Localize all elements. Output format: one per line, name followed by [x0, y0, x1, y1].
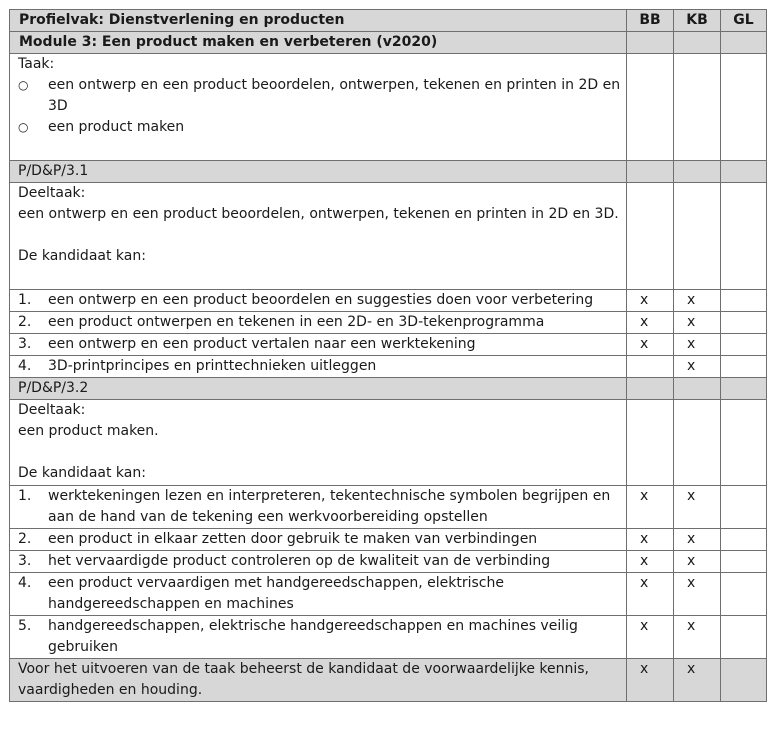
item-text: een ontwerp en een product beoordelen en suggesties doen voor verbetering — [48, 292, 594, 308]
kb-mark: x — [674, 573, 721, 616]
table-row: 3. het vervaardigde product controleren op de kwaliteit van de verbinding x x — [10, 551, 767, 573]
table-row: 4. 3D-printprincipes en printtechnieken uitleggen x — [10, 356, 767, 378]
bb-mark: x — [627, 486, 674, 529]
bb-mark: x — [627, 529, 674, 551]
taak-item: ○ een ontwerp en een product beoordelen, ontwerpen, tekenen en printen in 2D en 3D — [18, 75, 626, 117]
table-row: 3. een ontwerp en een product vertalen naar een werktekening x x — [10, 334, 767, 356]
bullet-icon: ○ — [18, 120, 29, 134]
bb-mark: x — [627, 659, 674, 702]
section-code-row — [10, 161, 767, 183]
kb-mark: x — [674, 551, 721, 573]
gl-mark — [721, 616, 767, 659]
item-text: werktekeningen lezen en interpreteren, tekentechnische symbolen begrijpen en aan de hand van de tekening een werkvoorbereiding opstellen — [48, 488, 611, 525]
item-text: 3D-printprincipes en printtechnieken uitleggen — [48, 358, 377, 374]
table-row: 2. een product ontwerpen en tekenen in een 2D- en 3D-tekenprogramma x x — [10, 312, 767, 334]
table-row: 1. een ontwerp en een product beoordelen en suggesties doen voor verbetering x x — [10, 290, 767, 312]
bb-mark: x — [627, 290, 674, 312]
level-bb-header: BB — [627, 10, 674, 32]
kb-mark: x — [674, 616, 721, 659]
bullet-icon: ○ — [18, 78, 29, 92]
module-row — [10, 32, 767, 54]
bb-mark — [627, 356, 674, 378]
deeltaak-label: Deeltaak: — [18, 185, 86, 201]
section-code-row — [10, 378, 767, 400]
footer-row — [10, 659, 767, 702]
taak-item: ○ een product maken — [18, 117, 626, 138]
table-row: 4. een product vervaardigen met handgereedschappen, elektrische handgereedschappen en machines x x — [10, 573, 767, 616]
item-text: handgereedschappen, elektrische handgereedschappen en machines veilig gebruiken — [48, 618, 578, 655]
kb-mark: x — [674, 290, 721, 312]
gl-mark — [721, 356, 767, 378]
kandidaat-label: De kandidaat kan: — [18, 248, 146, 264]
bb-mark: x — [627, 312, 674, 334]
deeltaak-label: Deeltaak: — [18, 402, 86, 418]
bb-mark: x — [627, 551, 674, 573]
module-title: Module 3: Een product maken en verbeteren (v2020) — [10, 32, 627, 54]
level-kb-header: KB — [674, 10, 721, 32]
item-text: het vervaardigde product controleren op de kwaliteit van de verbinding — [48, 553, 551, 569]
table-row: 1. werktekeningen lezen en interpreteren, tekentechnische symbolen begrijpen en aan de hand van de tekening een werkvoorbereiding opstellen x x — [10, 486, 767, 529]
gl-mark — [721, 486, 767, 529]
gl-mark — [721, 290, 767, 312]
deeltaak-row — [10, 183, 767, 290]
level-gl-header: GL — [721, 10, 767, 32]
item-text: een product vervaardigen met handgereedschappen, elektrische handgereedschappen en machines — [48, 575, 504, 612]
kb-mark: x — [674, 529, 721, 551]
deeltaak-text: een product maken. — [18, 423, 159, 439]
header-row — [10, 10, 767, 32]
taak-cell — [10, 54, 627, 161]
deeltaak-cell — [10, 183, 627, 290]
gl-mark — [721, 334, 767, 356]
table-row: 2. een product in elkaar zetten door gebruik te maken van verbindingen x x — [10, 529, 767, 551]
taak-row — [10, 54, 767, 161]
profile-title: Profielvak: Dienstverlening en producten — [10, 10, 627, 32]
kb-mark: x — [674, 312, 721, 334]
gl-mark — [721, 551, 767, 573]
kb-mark: x — [674, 334, 721, 356]
footer-text: Voor het uitvoeren van de taak beheerst de kandidaat de voorwaardelijke kennis, vaardigheden en houding. — [10, 659, 627, 702]
deeltaak-text: een ontwerp en een product beoordelen, ontwerpen, tekenen en printen in 2D en 3D. — [18, 206, 619, 222]
kb-mark: x — [674, 659, 721, 702]
bb-mark: x — [627, 616, 674, 659]
section-code: P/D&P/3.2 — [10, 378, 627, 400]
gl-mark — [721, 659, 767, 702]
item-text: een ontwerp en een product vertalen naar een werktekening — [48, 336, 476, 352]
item-text: een product in elkaar zetten door gebruik te maken van verbindingen — [48, 531, 538, 547]
section-code: P/D&P/3.1 — [10, 161, 627, 183]
bb-mark: x — [627, 334, 674, 356]
kb-mark: x — [674, 486, 721, 529]
table-row: 5. handgereedschappen, elektrische handgereedschappen en machines veilig gebruiken x x — [10, 616, 767, 659]
deeltaak-row — [10, 400, 767, 486]
taak-label: Taak: — [18, 56, 55, 72]
exam-program-table — [9, 9, 767, 702]
item-text: een product ontwerpen en tekenen in een 2D- en 3D-tekenprogramma — [48, 314, 545, 330]
kb-mark: x — [674, 356, 721, 378]
kandidaat-label: De kandidaat kan: — [18, 465, 146, 481]
gl-mark — [721, 529, 767, 551]
bb-mark: x — [627, 573, 674, 616]
gl-mark — [721, 573, 767, 616]
gl-mark — [721, 312, 767, 334]
deeltaak-cell — [10, 400, 627, 486]
